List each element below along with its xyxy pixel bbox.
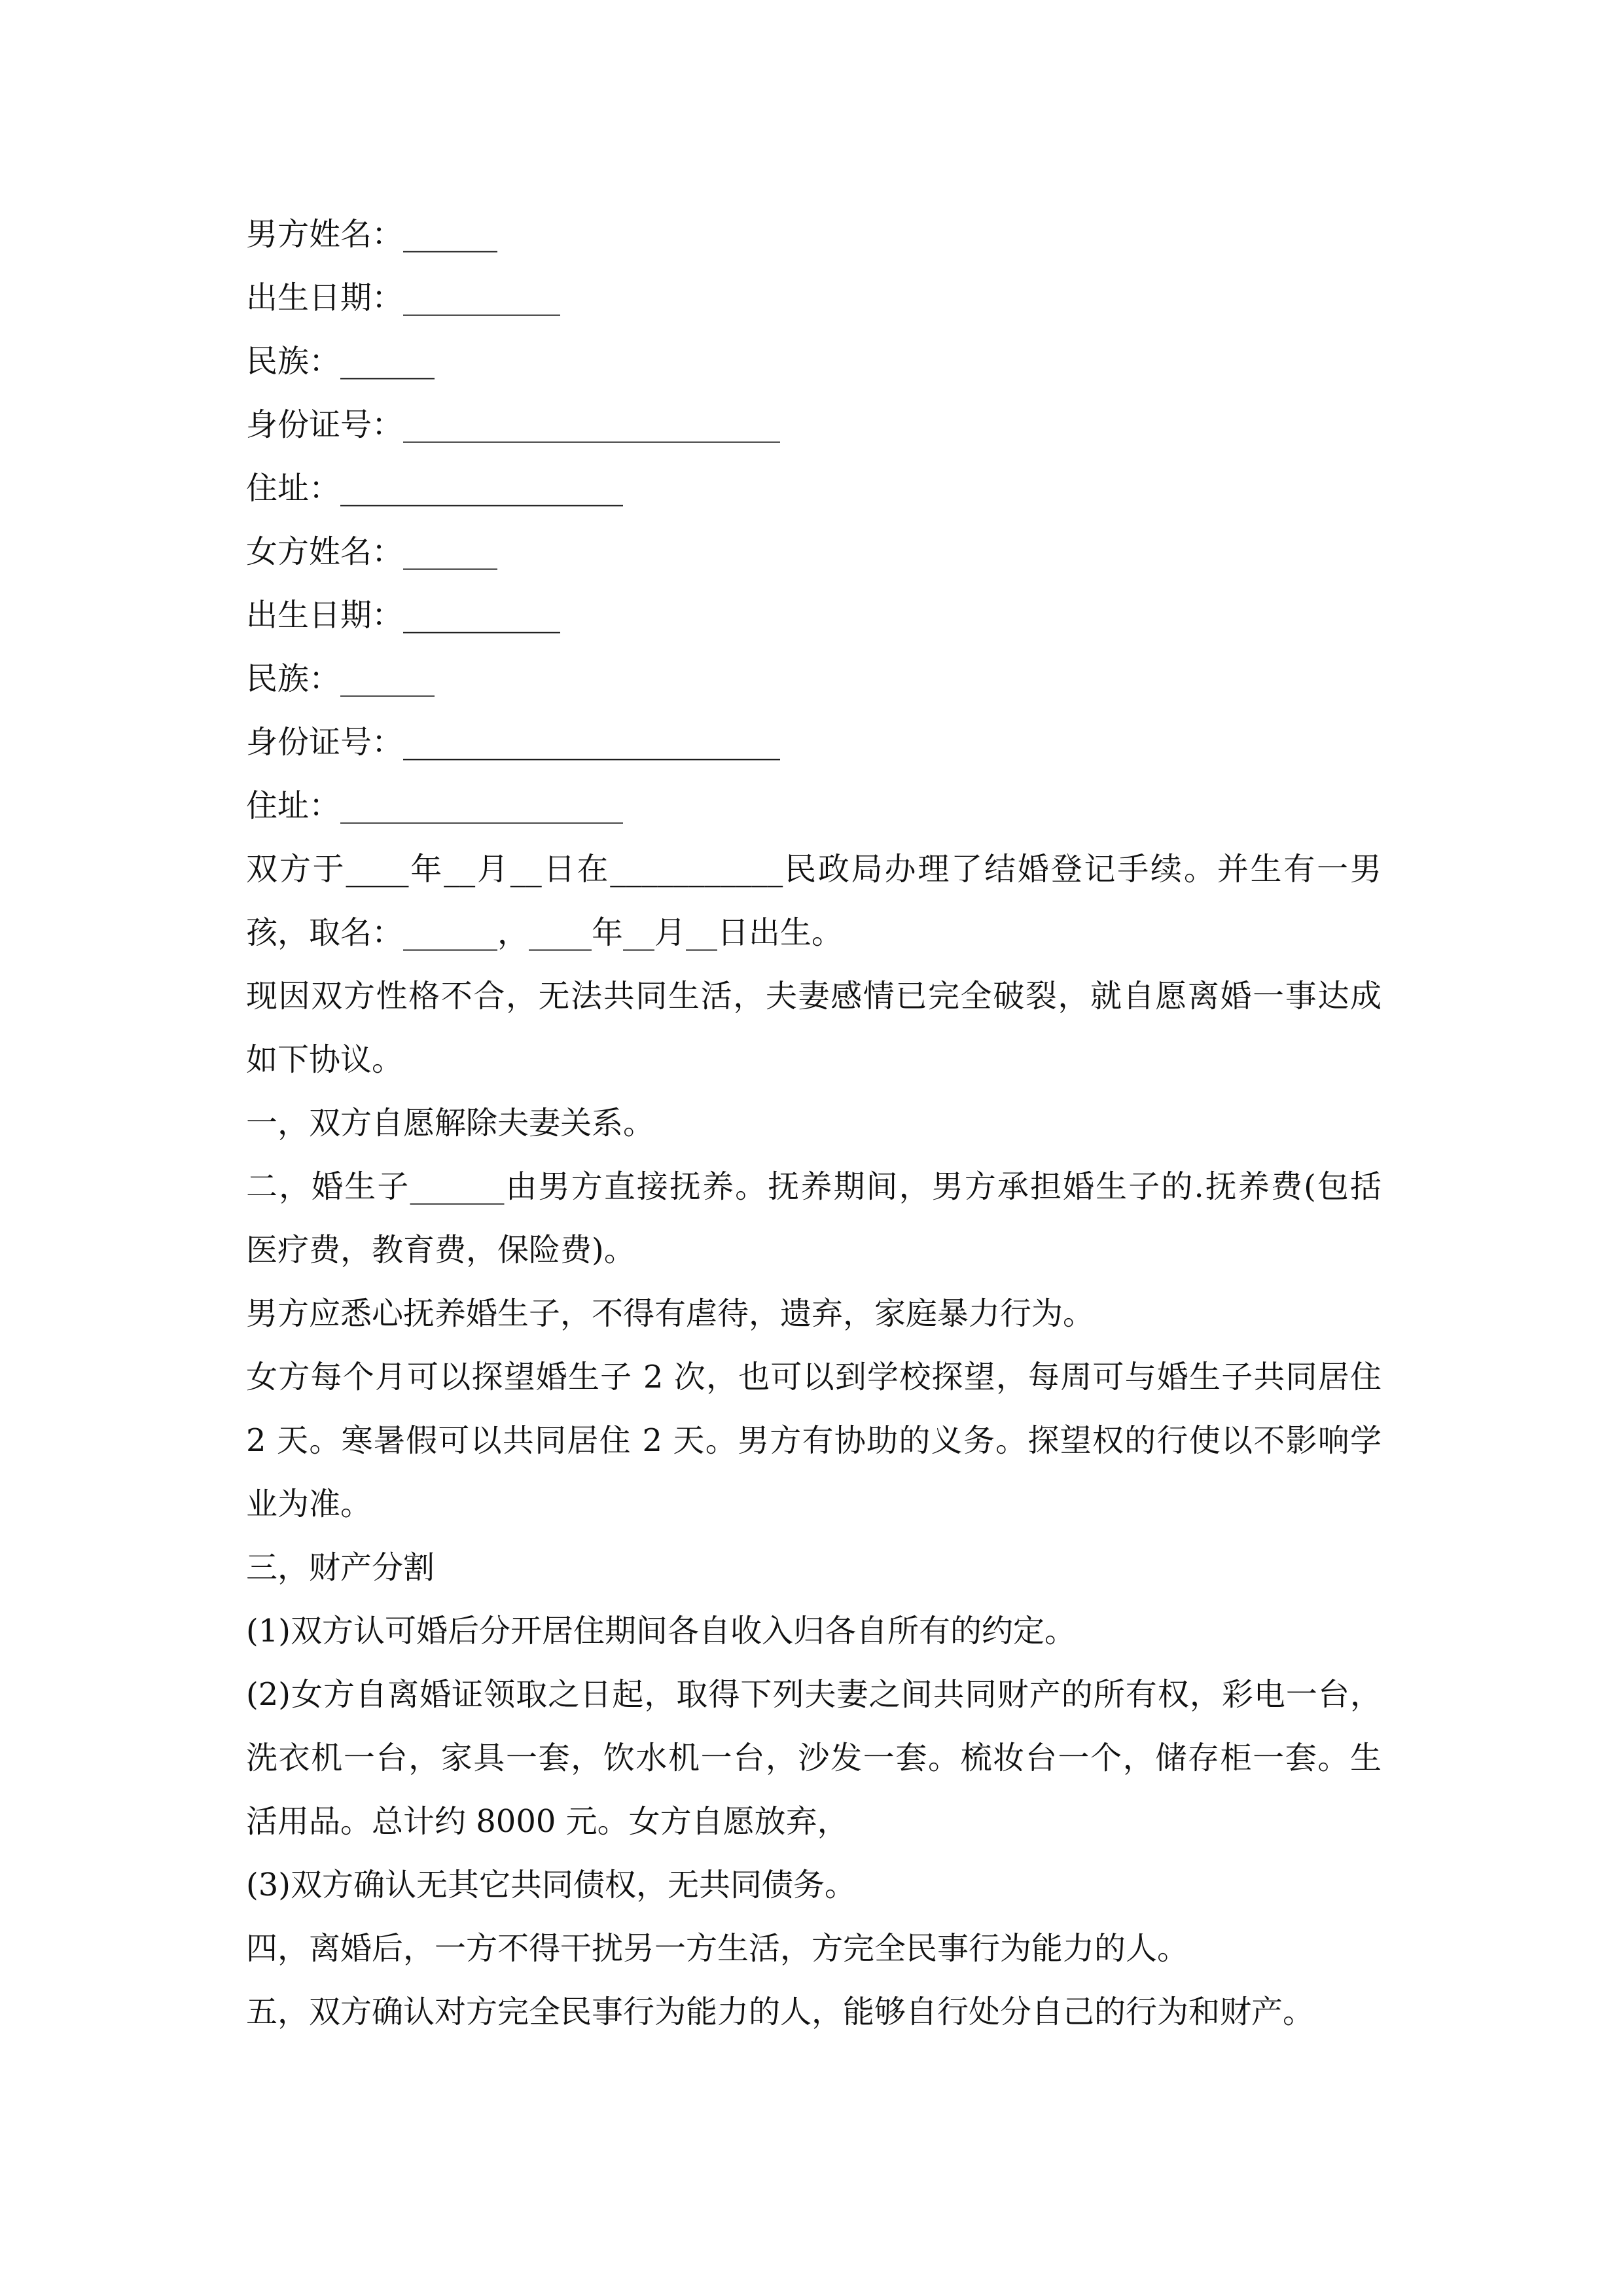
female-address-field: 住址：__________________	[246, 787, 624, 824]
clause-4: 四，离婚后，一方不得干扰另一方生活，方完全民事行为能力的人。	[246, 1930, 1189, 1967]
male-id-number-field: 身份证号：________________________	[246, 406, 781, 443]
female-birthdate-field: 出生日期：__________	[246, 597, 561, 634]
child-info-line: 孩，取名：______，____年__月__日出生。	[246, 914, 844, 951]
male-name-field: 男方姓名：______	[246, 216, 498, 253]
male-address-field: 住址：__________________	[246, 470, 624, 507]
property-item-2: (2)女方自离婚证领取之日起，取得下列夫妻之间共同财产的所有权，彩电一台，	[246, 1676, 1382, 1713]
clause-3-heading: 三，财产分割	[246, 1549, 435, 1586]
clause-2-care-line: 男方应悉心抚养婚生子，不得有虐待，遗弃，家庭暴力行为。	[246, 1295, 1095, 1332]
visitation-line-2: 2 天。寒暑假可以共同居住 2 天。男方有协助的义务。探望权的行使以不影响学	[246, 1422, 1382, 1459]
property-item-3: (3)双方确认无其它共同债权，无共同债务。	[246, 1867, 856, 1903]
visitation-line-1: 女方每个月可以探望婚生子 2 次，也可以到学校探望，每周可与婚生子共同居住	[246, 1359, 1382, 1395]
female-id-number-field: 身份证号：________________________	[246, 724, 781, 761]
male-ethnicity-field: 民族：______	[246, 343, 435, 380]
reason-line: 现因双方性格不合，无法共同生活，夫妻感情已完全破裂，就自愿离婚一事达成	[246, 978, 1382, 1014]
clause-5: 五，双方确认对方完全民事行为能力的人，能够自行处分自己的行为和财产。	[246, 1994, 1315, 2030]
clause-1: 一，双方自愿解除夫妻关系。	[246, 1105, 655, 1141]
reason-line-end: 如下协议。	[246, 1041, 404, 1078]
clause-2: 二，婚生子______由男方直接抚养。抚养期间，男方承担婚生子的.抚养费(包括	[246, 1168, 1382, 1205]
visitation-line-3: 业为准。	[246, 1486, 372, 1522]
female-ethnicity-field: 民族：______	[246, 660, 435, 697]
document-body	[246, 203, 1382, 2044]
female-name-field: 女方姓名：______	[246, 533, 498, 570]
property-item-1: (1)双方认可婚后分开居住期间各自收入归各自所有的约定。	[246, 1613, 1076, 1649]
clause-2-continued: 医疗费，教育费，保险费)。	[246, 1232, 635, 1268]
property-item-2-end: 活用品。总计约 8000 元。女方自愿放弃，	[246, 1803, 849, 1840]
property-item-2-continued: 洗衣机一台，家具一套，饮水机一台，沙发一套。梳妆台一个，储存柜一套。生	[246, 1740, 1382, 1776]
marriage-registration-line: 双方于____年__月__日在___________民政局办理了结婚登记手续。并生有一男	[246, 851, 1382, 888]
male-birthdate-field: 出生日期：__________	[246, 279, 561, 316]
